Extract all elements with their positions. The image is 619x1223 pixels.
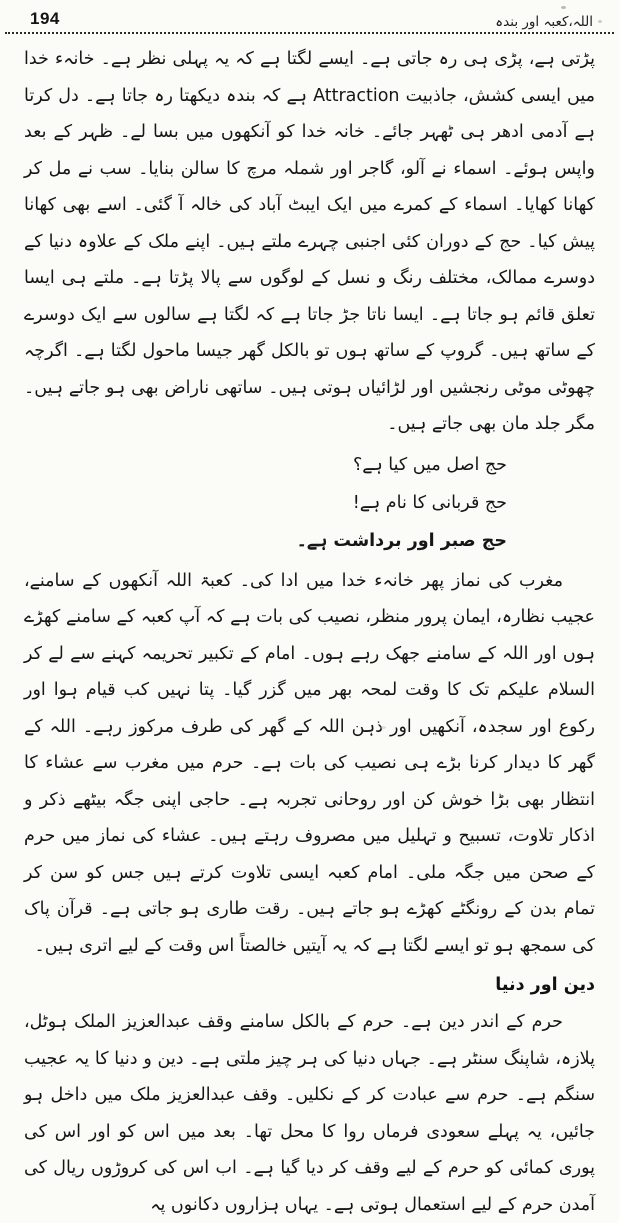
stanza-line: حج صبر اور برداشت ہے۔ — [296, 530, 507, 551]
scan-speck — [598, 20, 602, 23]
paragraph-deen-aur-dunya: حرم کے اندر دین ہے۔ حرم کے بالکل سامنے وقف عبدالعزیز الملک ہوٹل، پلازہ، شاپنگ سنٹر ہے۔ جہاں دنیا کی ہر چیز ملتی ہے۔ دین و دنیا کا یہ عجیب سنگم ہے۔ حرم سے عبادت کر کے نکلیں۔ وقف عبدالعزیز ملک میں داخل ہو جائیں، یہ پہلے سعودی فرماں روا کا محل تھا۔ بعد میں اس کو اور اس کی پوری کمائی کو حرم کے لیے وقف کر دیا گیا ہے۔ اب اس کی کروڑوں ریال کی آمدن حرم کے لیے استعمال ہوتی ہے۔ یہاں ہزاروں دکانوں پہ — [24, 1012, 595, 1215]
hajj-stanza — [24, 446, 507, 560]
page-body — [0, 34, 619, 1223]
page-number: 194 — [30, 9, 60, 28]
paragraph-maghrib-prayer: مغرب کی نماز پھر خانہء خدا میں ادا کی۔ کعبۃ اللہ آنکھوں کے سامنے، عجیب نظارہ، ایمان پرور منظر، نصیب کی بات ہے کہ آپ کعبہ کے سامنے کھڑے ہوں اور اللہ کے سامنے جھک رہے ہوں۔ امام کے تکبیر تحریمہ کہنے سے لے کر السلام علیکم تک کا وقت لمحہ بھر میں گزر گیا۔ پتا نہیں کب قیام ہوا اور رکوع اور سجدہ، آنکھیں اور ذہن اللہ کے گھر کی طرف مرکوز رہے۔ اللہ کے گھر کا دیدار کرنا بڑے ہی نصیب کی بات ہے۔ حرم میں مغرب سے عشاء کا انتظار بھی بڑا خوش کن اور روحانی تجربہ ہے۔ حاجی اپنی جگہ بیٹھے ذکر و اذکار تلاوت، تسبیح و تہلیل میں مصروف رہتے ہیں۔ عشاء کی نماز میں حرم کے صحن میں جگہ ملی۔ امام کعبہ ایسی تلاوت کرتے ہیں جس کو سن کر تمام بدن کے رونگٹے کھڑے ہو جاتے ہیں۔ رقت طاری ہو جاتی ہے۔ قرآن پاک کی سمجھ ہو تو ایسے لگتا ہے کہ یہ آیتیں خالصتاً اس وقت کے لیے اتری ہیں۔ — [24, 570, 595, 956]
paragraph-continuation: پڑتی ہے، پڑی ہی رہ جاتی ہے۔ ایسے لگتا ہے کہ یہ پہلی نظر ہے۔ خانہء خدا میں ایسی کشش، جاذبیت Attraction ہے کہ بندہ دیکھتا رہ جاتا ہے۔ دل کرتا ہے آدمی ادھر ہی ٹھہر جائے۔ خانہ خدا کو آنکھوں میں بسا لے۔ ظہر کے بعد واپس ہوئے۔ اسماء نے آلو، گاجر اور شملہ مرچ کا سالن بنایا۔ سب نے مل کر کھانا کھایا۔ اسماء کے کمرے میں ایک ایبٹ آباد کی خالہ آ گئی۔ اسے بھی کھانا پیش کیا۔ حج کے دوران کئی اجنبی چہرے ملتے ہیں۔ اپنے ملک کے علاوہ دنیا کے دوسرے ممالک، مختلف رنگ و نسل کے لوگوں سے پالا پڑتا ہے۔ ملتے ہی ایسا تعلق قائم ہو جاتا ہے۔ ایسا ناتا جڑ جاتا ہے کہ لگتا ہے سالوں سے ایک دوسرے کے ساتھ ہیں۔ گروپ کے ساتھ ہوں تو بالکل گھر جیسا ماحول لگتا ہے۔ اگرچہ چھوٹی موٹی رنجشیں اور لڑائیاں ہوتی ہیں۔ ساتھی ناراض بھی ہو جاتے ہیں۔ مگر جلد مان بھی جاتے ہیں۔ — [24, 49, 595, 434]
scan-speck — [561, 6, 566, 9]
section-heading-deen-aur-dunya: دین اور دنیا — [495, 975, 595, 995]
stanza-line: حج اصل میں کیا ہے؟ — [352, 454, 507, 475]
scan-speck — [380, 726, 386, 729]
running-head-book-title: اللہ،کعبہ اور بندہ — [495, 14, 593, 30]
stanza-line: حج قربانی کا نام ہے! — [352, 492, 507, 513]
page-header — [0, 0, 619, 32]
